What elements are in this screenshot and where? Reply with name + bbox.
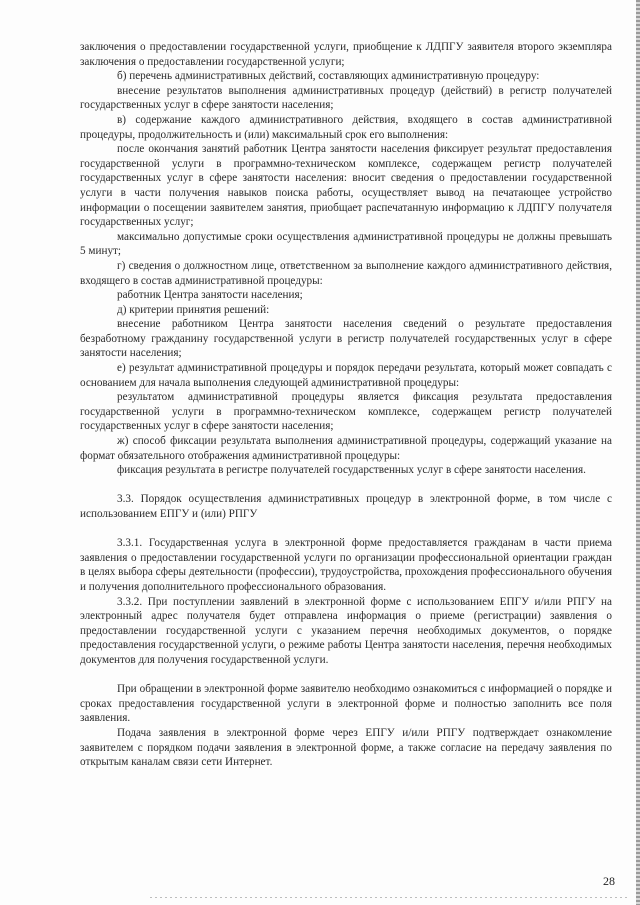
paragraph: Подача заявления в электронной форме через ЕПГУ и/или РПГУ подтверждает ознакомление заявителем с порядком подачи заявления в электронной форме, а также согласие на передачу заявления по открытым каналам связи сети Интернет. [80, 726, 612, 769]
paragraph: внесение результатов выполнения административных процедур (действий) в регистр получателей государственных услуг в сфере занятости населения; [80, 84, 612, 112]
paragraph: г) сведения о должностном лице, ответственном за выполнение каждого административного действия, входящего в состав административной процедуры: [80, 259, 612, 287]
page-number: 28 [603, 874, 615, 888]
paragraph: е) результат административной процедуры и порядок передачи результата, который может совпадать с основанием для начала выполнения следующей административной процедуры: [80, 362, 612, 389]
paragraph: работник Центра занятости населения; [117, 289, 303, 302]
scan-bottom-edge [150, 897, 630, 898]
paragraph: При обращении в электронной форме заявителю необходимо ознакомиться с информацией о порядке и сроках предоставления государственной услуги в электронной форме и полностью заполнить все поля заявления. [80, 683, 612, 725]
paragraph: в) содержание каждого административного действия, входящего в состав административной процедуры, продолжительность и (или) максимальный срок его выполнения: [80, 113, 612, 141]
paragraph: максимально допустимые сроки осуществления административной процедуры не должны превышать 5 минут; [80, 230, 612, 258]
paragraph: внесение работником Центра занятости населения сведений о результате предоставления безработному гражданину государственной услуги в регистр получателей государственных услуг в сфере занятости населения; [80, 318, 612, 360]
paragraph: 3.3.1. Государственная услуга в электронной форме предоставляется гражданам в части приема заявления о предоставлении государственной услуги по организации профессиональной ориентации граждан в целях выбора сферы деятельности (профессии), трудоустройства, прохождения профессионального обучения и получения дополнительного профессионального образования. [80, 537, 612, 593]
paragraph: 3.3.2. При поступлении заявлений в электронной форме с использованием ЕПГУ и/или РПГУ на электронный адрес получателя будет отправлена информация о приеме (регистрации) заявления о предоставлении государственной услуги с указанием перечня необходимых документов, о порядке предоставления государственной услуги, о режиме работы Центра занятости населения, перечня необходимых документов для получения государственной услуги. [80, 595, 612, 666]
paragraph: заключения о предоставлении государственной услуги, приобщение к ЛДПГУ заявителя второго экземпляра заключения о предоставлении государственной услуги; [80, 41, 612, 68]
scan-right-edge [636, 0, 640, 905]
paragraph: ж) способ фиксации результата выполнения административной процедуры, содержащий указание на формат обязательного отображения административной процедуры: [80, 435, 612, 462]
paragraph: после окончания занятий работник Центра занятости населения фиксирует результат предоставления государственной услуги в программно-техническом комплексе, содержащем регистр получателей государственных услуг в сфере занятости населения: вносит сведения о предоставлении государственной услуги в части получения навыков поиска работы, осуществляет вывод на печатающее устройство информации о посещении заявителем занятия, приобщает распечатанную информацию к ЛДПГУ получателя государственных услуг; [80, 143, 612, 229]
document-body [80, 40, 612, 770]
paragraph: результатом административной процедуры является фиксация результата предоставления государственной услуги в программно-техническом комплексе, содержащем регистр получателей государственных услуг в сфере занятости населения; [80, 391, 612, 433]
paragraph: д) критерии принятия решений: [117, 303, 270, 316]
section-heading: 3.3. Порядок осуществления административных процедур в электронной форме, в том числе с использованием ЕПГУ и (или) РПГУ [80, 493, 612, 520]
paragraph: б) перечень административных действий, составляющих административную процедуру: [117, 70, 540, 83]
paragraph: фиксация результата в регистре получателей государственных услуг в сфере занятости населения. [117, 464, 586, 477]
